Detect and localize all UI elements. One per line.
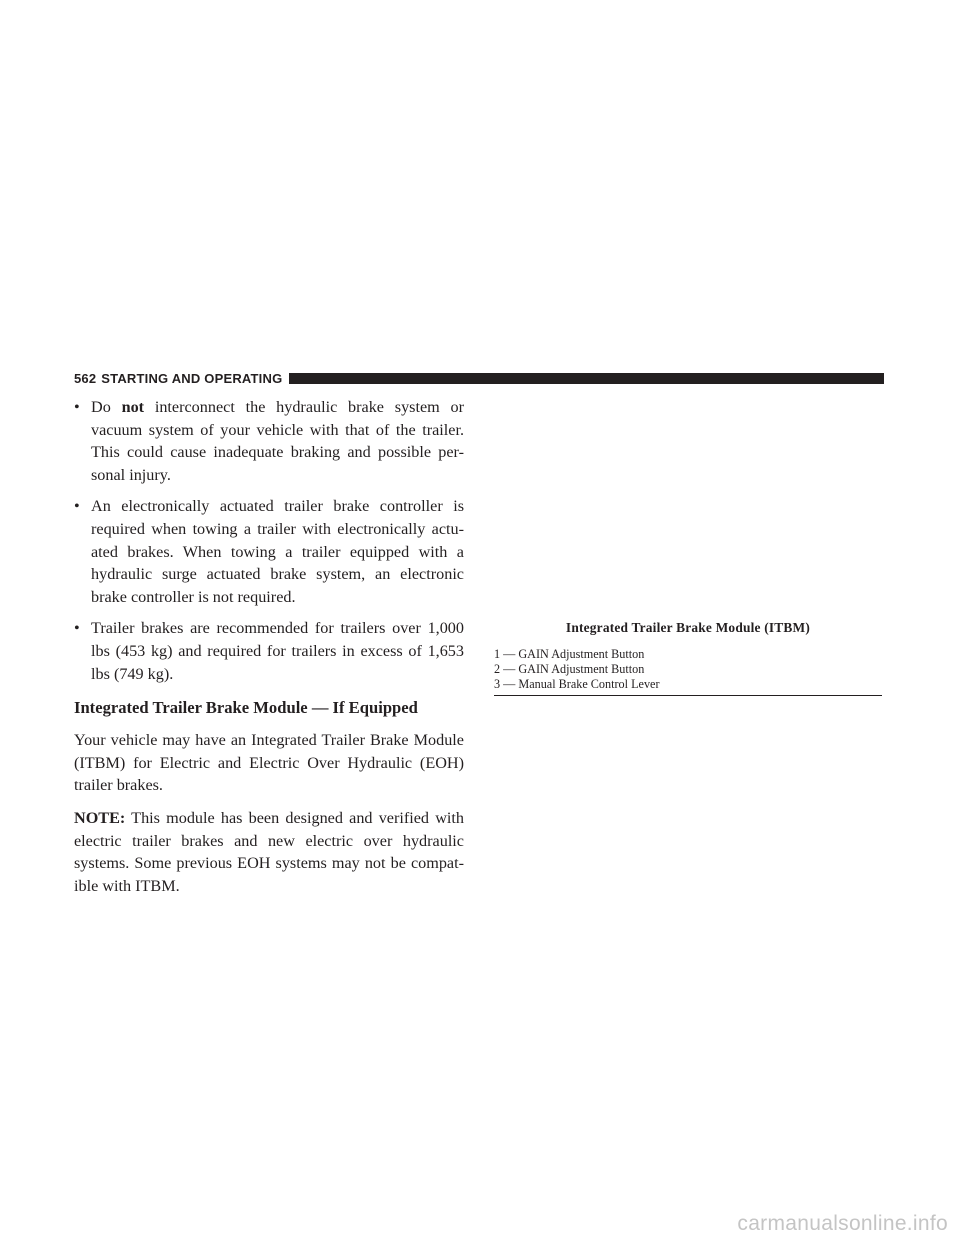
legend-item: 1 — GAIN Adjustment Button	[494, 647, 645, 661]
bullet-item	[74, 495, 464, 608]
bullet-text: An electronically actuated trailer brake controller is required when towing a trailer with electronically actu-ated brakes. When towing a trailer equipped with a hydraulic surge actuated brake system, an electronic brake controller is not required.	[91, 497, 464, 606]
note-label: NOTE:	[74, 808, 126, 827]
left-column	[74, 396, 464, 907]
legend-item: 2 — GAIN Adjustment Button	[494, 662, 645, 676]
bullet-text: Trailer brakes are recommended for trailers over 1,000 lbs (453 kg) and required for trailers in excess of 1,653 lbs (749 kg).	[91, 619, 464, 683]
legend-item: 3 — Manual Brake Control Lever	[494, 677, 660, 691]
bullet-text: interconnect the hydraulic brake system or vacuum system of your vehicle with that of the trailer. This could cause inadequate braking and possible per-sonal injury.	[91, 398, 464, 484]
page-header	[74, 370, 884, 386]
bullet-item	[74, 617, 464, 685]
bullet-icon: •	[74, 398, 80, 416]
figure-legend	[494, 647, 882, 692]
section-heading: Integrated Trailer Brake Module — If Equipped	[74, 698, 418, 718]
page-number: 562	[74, 370, 97, 386]
figure-rule	[494, 695, 882, 696]
bullet-icon: •	[74, 497, 80, 516]
bullet-item	[74, 396, 464, 486]
intro-paragraph: Your vehicle may have an Integrated Trailer Brake Module (ITBM) for Electric and Electric Over Hydraulic (EOH) trailer brakes.	[74, 731, 464, 795]
bullet-emphasis: not	[121, 398, 145, 416]
header-rule	[289, 373, 884, 384]
bullet-icon: •	[74, 619, 80, 638]
note-paragraph	[74, 807, 464, 897]
bullet-lead: Do	[91, 398, 122, 416]
figure-caption: Integrated Trailer Brake Module (ITBM)	[565, 620, 811, 635]
figure-block	[494, 620, 882, 696]
note-text: This module has been designed and verified with electric trailer brakes and new electric over hydraulic systems. Some previous EOH systems may not be compat-ible with ITBM.	[74, 808, 464, 895]
watermark: carmanualsonline.info	[737, 1212, 948, 1235]
bullet-list	[74, 396, 464, 685]
section-title: STARTING AND OPERATING	[101, 370, 283, 386]
